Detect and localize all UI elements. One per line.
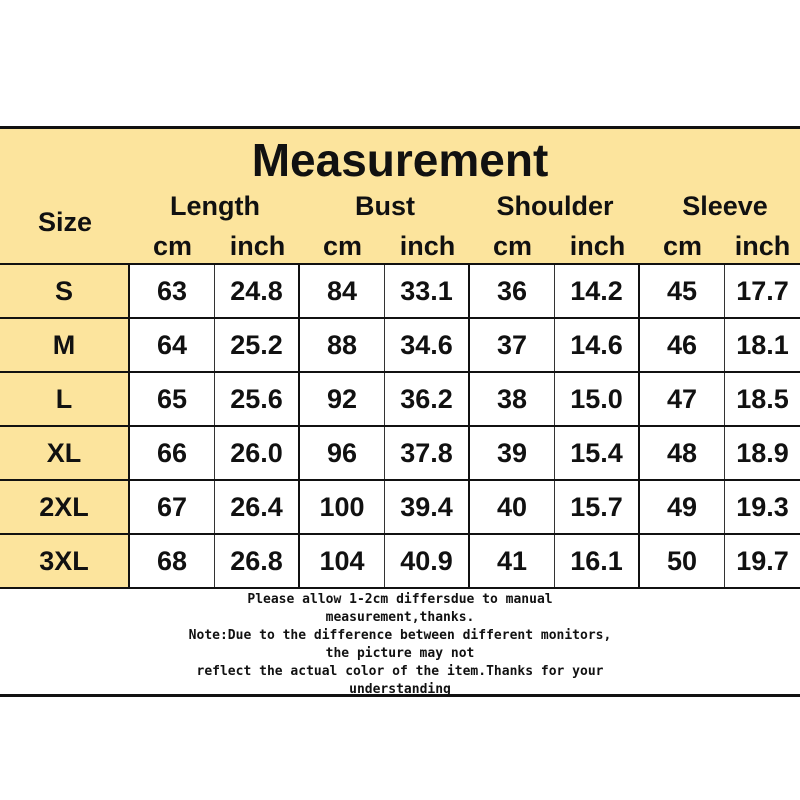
size-column-header: Size <box>37 207 93 237</box>
note-line: understanding <box>349 682 451 697</box>
value-cell: 100 <box>300 481 385 533</box>
group-header-bust: Bust <box>355 191 415 221</box>
value-cell: 25.2 <box>215 319 300 371</box>
value-cell: 84 <box>300 265 385 317</box>
size-cell: M <box>0 319 130 371</box>
value-cell: 68 <box>130 535 215 587</box>
unit-header-cm: cm <box>152 231 193 261</box>
value-cell: 37.8 <box>385 427 470 479</box>
value-cell: 50 <box>640 535 725 587</box>
notes <box>0 589 800 697</box>
unit-header-inch: inch <box>569 231 626 261</box>
value-cell: 19.3 <box>725 481 800 533</box>
note-line: measurement,thanks. <box>325 610 475 625</box>
group-header-length: Length <box>170 191 260 221</box>
note-line: Note:Due to the difference between different monitors, <box>188 628 612 643</box>
value-cell: 92 <box>300 373 385 425</box>
table-row <box>0 481 800 535</box>
size-cell: L <box>0 373 130 425</box>
chart-title: Measurement <box>251 134 549 186</box>
value-cell: 40 <box>470 481 555 533</box>
value-cell: 14.2 <box>555 265 640 317</box>
value-cell: 33.1 <box>385 265 470 317</box>
unit-header-cm: cm <box>322 231 363 261</box>
value-cell: 40.9 <box>385 535 470 587</box>
value-cell: 46 <box>640 319 725 371</box>
size-cell: S <box>0 265 130 317</box>
size-chart <box>0 126 800 697</box>
note-line: the picture may not <box>325 646 475 661</box>
table-row <box>0 265 800 319</box>
value-cell: 26.0 <box>215 427 300 479</box>
value-cell: 25.6 <box>215 373 300 425</box>
value-cell: 26.8 <box>215 535 300 587</box>
value-cell: 34.6 <box>385 319 470 371</box>
value-cell: 16.1 <box>555 535 640 587</box>
value-cell: 15.0 <box>555 373 640 425</box>
value-cell: 39.4 <box>385 481 470 533</box>
value-cell: 24.8 <box>215 265 300 317</box>
size-cell: 3XL <box>0 535 130 587</box>
value-cell: 65 <box>130 373 215 425</box>
value-cell: 45 <box>640 265 725 317</box>
value-cell: 38 <box>470 373 555 425</box>
unit-header-inch: inch <box>399 231 456 261</box>
value-cell: 37 <box>470 319 555 371</box>
value-cell: 15.7 <box>555 481 640 533</box>
value-cell: 18.1 <box>725 319 800 371</box>
group-header-sleeve: Sleeve <box>682 191 768 221</box>
table-row <box>0 373 800 427</box>
value-cell: 41 <box>470 535 555 587</box>
value-cell: 26.4 <box>215 481 300 533</box>
value-cell: 36 <box>470 265 555 317</box>
value-cell: 15.4 <box>555 427 640 479</box>
note-line: Please allow 1-2cm differsdue to manual <box>247 592 553 607</box>
value-cell: 14.6 <box>555 319 640 371</box>
size-cell: XL <box>0 427 130 479</box>
value-cell: 18.5 <box>725 373 800 425</box>
value-cell: 67 <box>130 481 215 533</box>
value-cell: 96 <box>300 427 385 479</box>
value-cell: 36.2 <box>385 373 470 425</box>
value-cell: 17.7 <box>725 265 800 317</box>
group-header-shoulder: Shoulder <box>496 191 614 221</box>
unit-header-inch: inch <box>229 231 286 261</box>
value-cell: 64 <box>130 319 215 371</box>
value-cell: 63 <box>130 265 215 317</box>
value-cell: 47 <box>640 373 725 425</box>
note-line: reflect the actual color of the item.Thanks for your <box>196 664 604 679</box>
value-cell: 104 <box>300 535 385 587</box>
size-cell: 2XL <box>0 481 130 533</box>
value-cell: 66 <box>130 427 215 479</box>
chart-header <box>0 126 800 265</box>
value-cell: 88 <box>300 319 385 371</box>
unit-header-inch: inch <box>734 231 791 261</box>
unit-header-cm: cm <box>662 231 703 261</box>
table-row <box>0 427 800 481</box>
table-row <box>0 319 800 373</box>
unit-header-cm: cm <box>492 231 533 261</box>
value-cell: 48 <box>640 427 725 479</box>
value-cell: 18.9 <box>725 427 800 479</box>
value-cell: 39 <box>470 427 555 479</box>
value-cell: 49 <box>640 481 725 533</box>
table-row <box>0 535 800 589</box>
table-body <box>0 265 800 589</box>
value-cell: 19.7 <box>725 535 800 587</box>
